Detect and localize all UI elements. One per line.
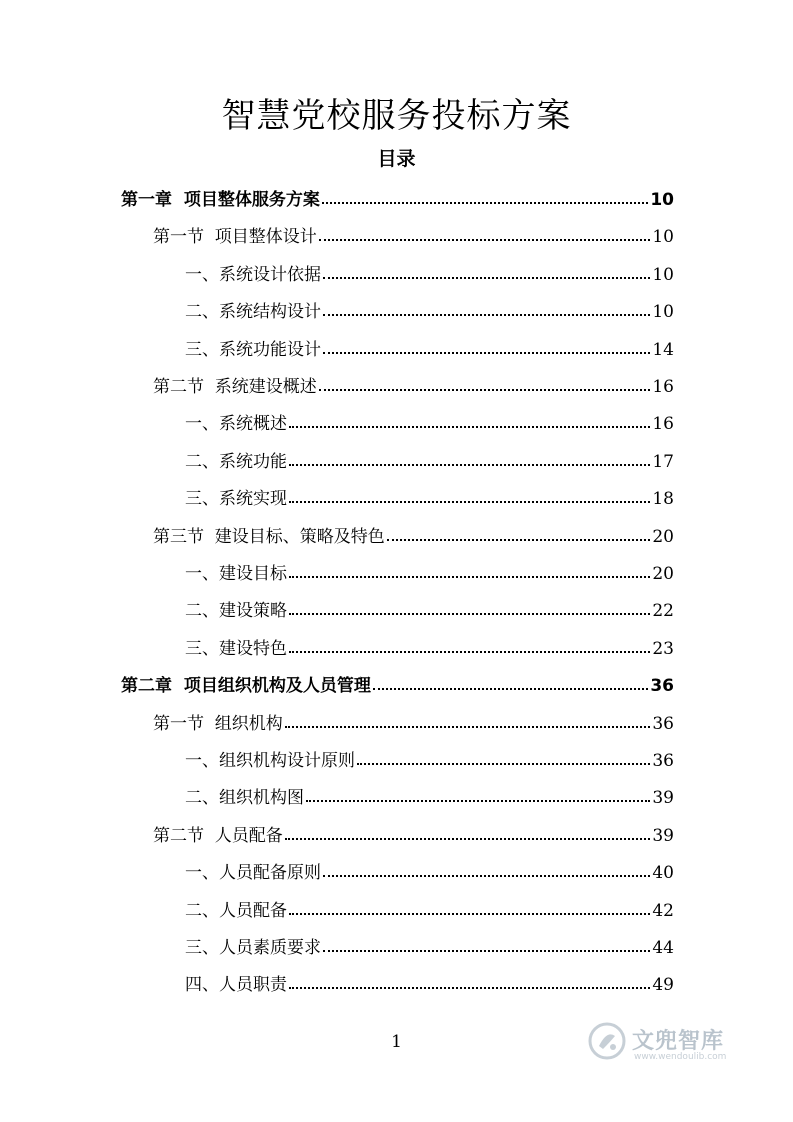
toc-dot-leader [322, 202, 648, 204]
toc-dot-leader [289, 426, 650, 428]
toc-dot-leader [357, 763, 650, 765]
toc-entry-label: 一、建设目标 [185, 564, 287, 584]
toc-entry-label: 一、系统概述 [185, 414, 287, 435]
toc-dot-leader [323, 352, 650, 354]
toc-entry-label: 二、建设策略 [185, 601, 287, 622]
toc-entry-page: 39 [652, 825, 674, 846]
toc-entry-page: 17 [652, 451, 674, 472]
toc-entry-label: 第一章 项目整体服务方案 [121, 190, 320, 210]
toc-entry-label: 一、人员配备原则 [185, 863, 321, 884]
toc-entry[interactable] [185, 404, 674, 434]
toc-entry[interactable] [185, 554, 674, 584]
toc-entry[interactable] [121, 180, 674, 210]
toc-dot-leader [289, 464, 650, 466]
toc-entry[interactable] [185, 928, 674, 958]
toc-entry[interactable] [185, 442, 674, 472]
toc-entry[interactable] [185, 255, 674, 285]
toc-entry[interactable] [153, 217, 674, 247]
toc-entry-label: 第二节 人员配备 [153, 825, 283, 846]
document-title: 智慧党校服务投标方案 [221, 96, 572, 136]
toc-dot-leader [373, 688, 648, 690]
toc-entry[interactable] [185, 292, 674, 322]
toc-entry-page: 36 [650, 676, 674, 697]
toc-dot-leader [319, 389, 651, 391]
toc-entry[interactable] [153, 517, 674, 547]
toc-dot-leader [285, 838, 651, 840]
toc-entry[interactable] [185, 629, 674, 659]
toc-entry-page: 16 [652, 377, 674, 397]
toc-entry[interactable] [185, 853, 674, 883]
toc-entry-page: 23 [652, 638, 674, 659]
toc-entry-page: 44 [652, 938, 674, 958]
toc-entry-label: 三、系统实现 [185, 489, 287, 510]
toc-entry-page: 10 [652, 264, 674, 285]
toc-entry[interactable] [185, 891, 674, 921]
toc-dot-leader [319, 239, 651, 241]
toc-dot-leader [289, 913, 650, 915]
toc-entry[interactable] [121, 666, 674, 696]
toc-entry-label: 第三节 建设目标、策略及特色 [153, 526, 385, 547]
toc-dot-leader [289, 613, 650, 615]
toc-dot-leader [323, 314, 650, 316]
toc-dot-leader [289, 501, 650, 503]
toc-dot-leader [285, 726, 651, 728]
toc-entry-label: 一、组织机构设计原则 [185, 751, 355, 771]
toc-entry-page: 16 [652, 414, 674, 435]
toc-dot-leader [323, 277, 650, 279]
toc-entry-label: 第一节 项目整体设计 [153, 227, 317, 248]
watermark-text: 文兜智库 [632, 1029, 725, 1054]
toc-entry-page: 40 [652, 863, 674, 884]
toc-entry[interactable] [185, 591, 674, 621]
toc-entry-label: 三、人员素质要求 [185, 938, 321, 958]
toc-entry-label: 第一节 组织机构 [153, 713, 283, 734]
toc-entry-label: 四、人员职责 [185, 975, 287, 996]
toc-dot-leader [323, 875, 650, 877]
toc-entry-label: 三、系统功能设计 [185, 339, 321, 360]
toc-entry-page: 36 [652, 713, 674, 734]
toc-entry-page: 42 [652, 900, 674, 921]
toc-entry[interactable] [153, 367, 674, 397]
toc-entry[interactable] [185, 965, 674, 995]
toc-entry-page: 22 [652, 601, 674, 622]
watermark [588, 1020, 758, 1070]
toc-entry[interactable] [185, 479, 674, 509]
toc-dot-leader [289, 651, 650, 653]
toc-dot-leader [306, 800, 650, 802]
toc-entry[interactable] [153, 816, 674, 846]
toc-dot-leader [387, 539, 651, 541]
toc-entry[interactable] [153, 704, 674, 734]
toc-entry-label: 二、人员配备 [185, 900, 287, 921]
toc-entry-page: 10 [652, 227, 674, 248]
toc-entry-page: 39 [652, 788, 674, 809]
toc-dot-leader [289, 576, 650, 578]
toc-entry-page: 20 [652, 526, 674, 547]
toc-entry[interactable] [185, 778, 674, 808]
toc-entry-page: 49 [652, 975, 674, 996]
toc-entry-page: 36 [652, 751, 674, 771]
toc-entry-page: 10 [652, 302, 674, 323]
toc-entry[interactable] [185, 330, 674, 360]
toc-entry-label: 三、建设特色 [185, 638, 287, 659]
toc-entry-label: 二、系统结构设计 [185, 302, 321, 323]
toc-entry-page: 20 [652, 564, 674, 584]
toc-entry-label: 一、系统设计依据 [185, 264, 321, 285]
toc-entry[interactable] [185, 741, 674, 771]
toc-entry-label: 二、系统功能 [185, 451, 287, 472]
toc-entry-label: 第二章 项目组织机构及人员管理 [121, 676, 371, 697]
toc-entry-label: 二、组织机构图 [185, 788, 304, 809]
toc-entry-label: 第二节 系统建设概述 [153, 377, 317, 397]
toc-heading: 目录 [377, 148, 416, 170]
toc-dot-leader [289, 987, 650, 989]
wendou-logo-icon [588, 1022, 626, 1060]
page-number: 1 [391, 1032, 402, 1052]
toc-entry-page: 18 [652, 489, 674, 510]
toc-dot-leader [323, 950, 650, 952]
watermark-url: www.wendoulib.com [634, 1052, 727, 1062]
toc-entry-page: 10 [650, 190, 674, 210]
toc-entry-page: 14 [652, 339, 674, 360]
